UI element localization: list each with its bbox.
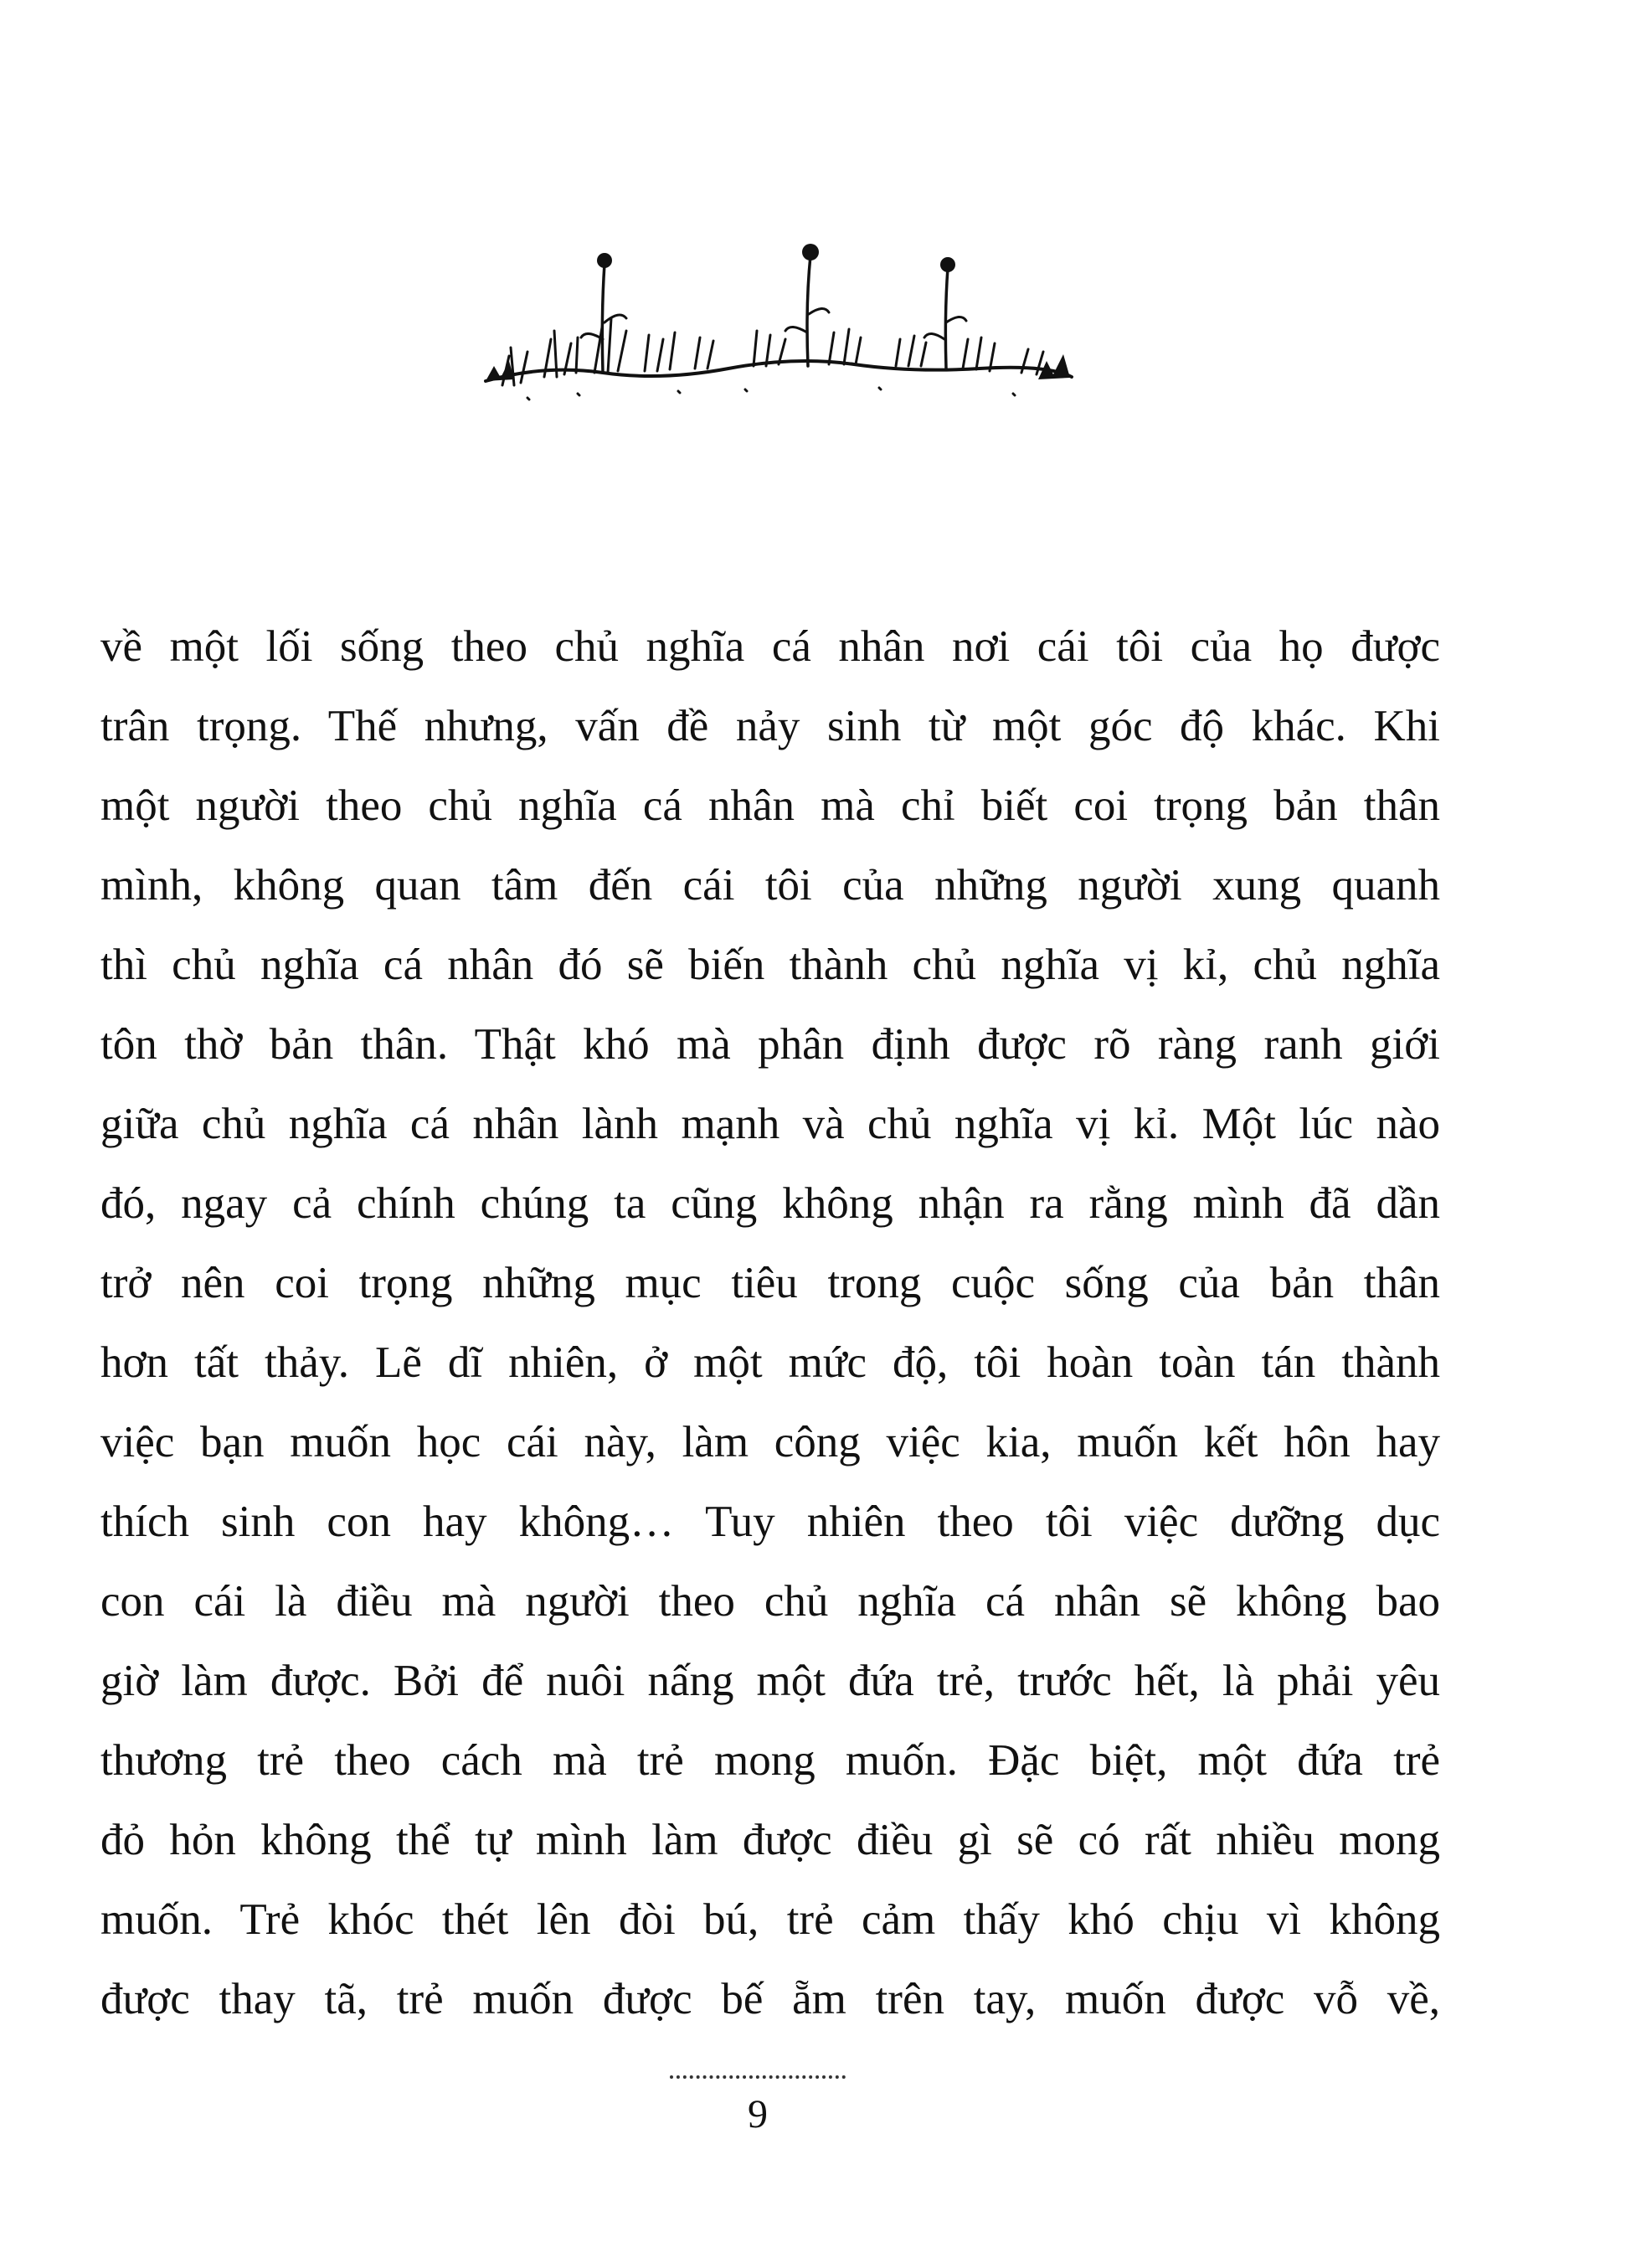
text-line: việc bạn muốn học cái này, làm công việc kia, muốn kết hôn hay (100, 1418, 1440, 1466)
flower-grass-ornament-icon (477, 239, 1080, 431)
body-text (100, 607, 1440, 2039)
text-line: thích sinh con hay không… Tuy nhiên theo tôi việc dưỡng dục (100, 1497, 1440, 1546)
footer-divider (670, 2075, 846, 2079)
text-line: đó, ngay cả chính chúng ta cũng không nhận ra rằng mình đã dần (100, 1179, 1440, 1228)
text-line: tôn thờ bản thân. Thật khó mà phân định được rõ ràng ranh giới (100, 1020, 1440, 1069)
text-line: giờ làm được. Bởi để nuôi nấng một đứa trẻ, trước hết, là phải yêu (100, 1657, 1440, 1705)
text-line: một người theo chủ nghĩa cá nhân mà chỉ biết coi trọng bản thân (100, 781, 1440, 830)
text-line: được thay tã, trẻ muốn được bế ẵm trên tay, muốn được vỗ về, (100, 1975, 1440, 2023)
text-line: về một lối sống theo chủ nghĩa cá nhân nơi cái tôi của họ được (100, 622, 1440, 671)
text-line: thì chủ nghĩa cá nhân đó sẽ biến thành chủ nghĩa vị kỉ, chủ nghĩa (100, 941, 1440, 989)
text-line: con cái là điều mà người theo chủ nghĩa cá nhân sẽ không bao (100, 1577, 1440, 1626)
text-line: mình, không quan tâm đến cái tôi của những người xung quanh (100, 861, 1440, 910)
text-line: thương trẻ theo cách mà trẻ mong muốn. Đặc biệt, một đứa trẻ (100, 1736, 1440, 1785)
page-number: 9 (748, 2092, 768, 2137)
text-line: giữa chủ nghĩa cá nhân lành mạnh và chủ nghĩa vị kỉ. Một lúc nào (100, 1100, 1440, 1148)
text-line: muốn. Trẻ khóc thét lên đòi bú, trẻ cảm thấy khó chịu vì không (100, 1895, 1440, 1944)
text-line: hơn tất thảy. Lẽ dĩ nhiên, ở một mức độ, tôi hoàn toàn tán thành (100, 1338, 1440, 1387)
text-line: trở nên coi trọng những mục tiêu trong cuộc sống của bản thân (100, 1259, 1440, 1307)
ornament-drawing (477, 239, 1080, 431)
text-line: đỏ hỏn không thể tự mình làm được điều gì sẽ có rất nhiều mong (100, 1816, 1440, 1864)
text-line: trân trọng. Thế nhưng, vấn đề nảy sinh từ một góc độ khác. Khi (100, 702, 1440, 750)
